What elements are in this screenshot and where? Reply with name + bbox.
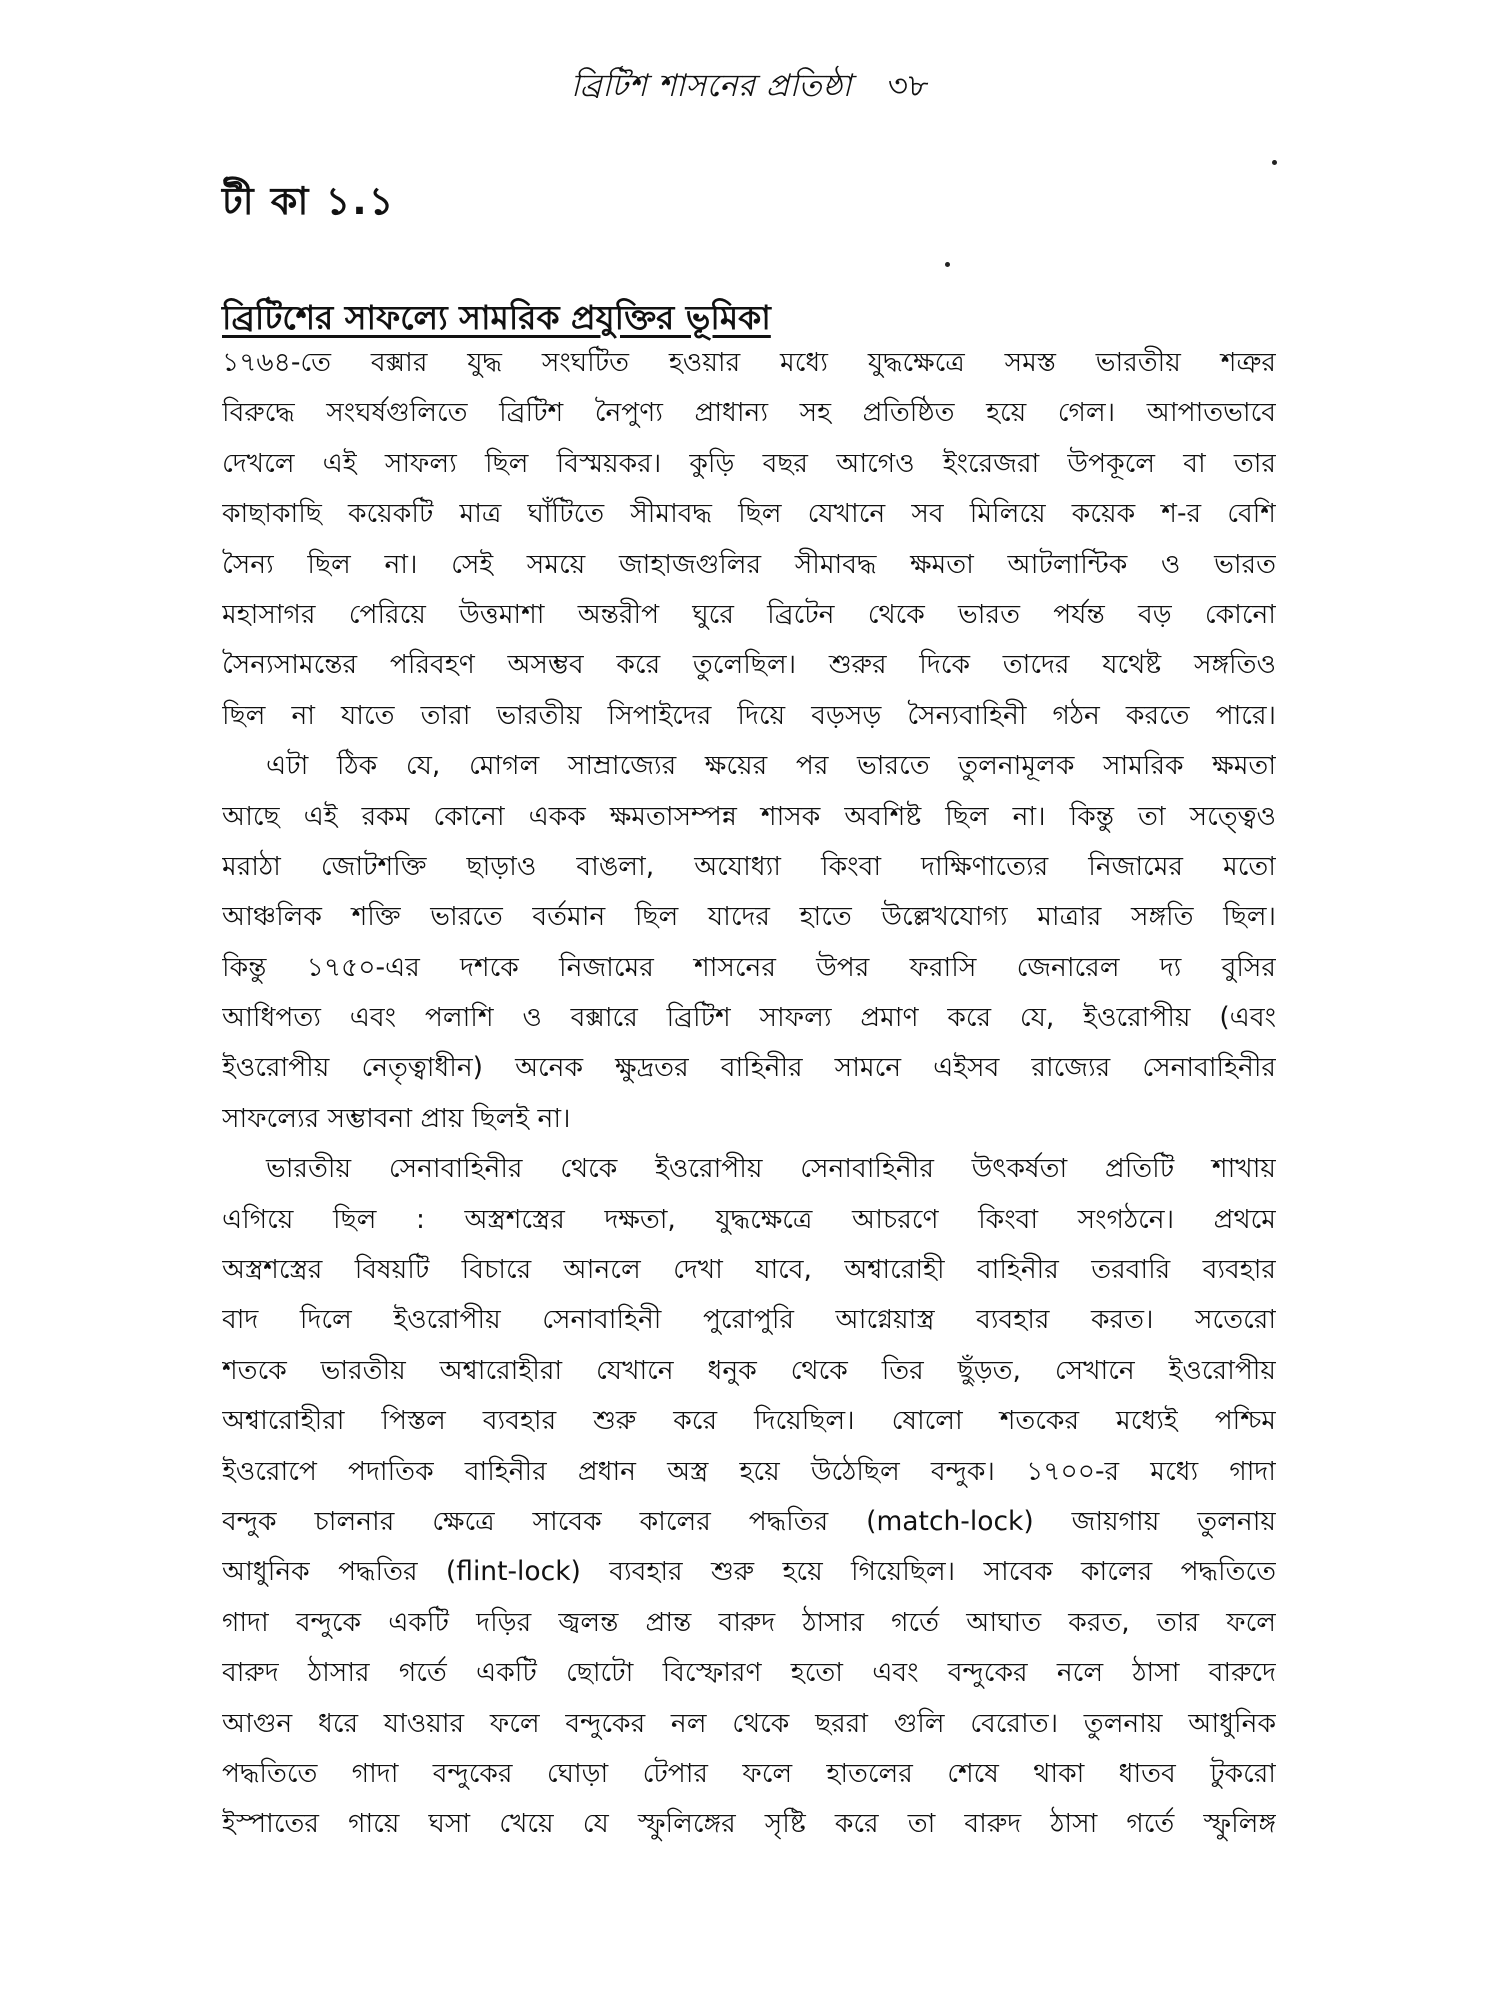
text-line: বারুদ ঠাসার গর্তে একটি ছোটো বিস্ফোরণ হতো এবং বন্দুকের নলে ঠাসা বারুদে <box>222 1657 1276 1689</box>
text-line: সৈন্যসামন্তের পরিবহণ অসম্ভব করে তুলেছিল। শুরুর দিকে তাদের যথেষ্ট সঙ্গতিও <box>222 649 1276 681</box>
text-line: এগিয়ে ছিল : অস্ত্রশস্ত্রের দক্ষতা, যুদ্ধক্ষেত্রে আচরণে কিংবা সংগঠনে। প্রথমে <box>222 1203 1276 1235</box>
text-line: ভারতীয় সেনাবাহিনীর থেকে ইওরোপীয় সেনাবাহিনীর উৎকর্ষতা প্রতিটি শাখায় <box>266 1153 1276 1185</box>
text-line: সাফল্যের সম্ভাবনা প্রায় ছিলই না। <box>222 1102 571 1134</box>
text-line: অস্ত্রশস্ত্রের বিষয়টি বিচারে আনলে দেখা যাবে, অশ্বারোহী বাহিনীর তরবারি ব্যবহার <box>222 1254 1276 1286</box>
text-line: ইওরোপে পদাতিক বাহিনীর প্রধান অস্ত্র হয়ে উঠেছিল বন্দুক। ১৭০০-র মধ্যে গাদা <box>222 1455 1276 1487</box>
text-line: ছিল না যাতে তারা ভারতীয় সিপাইদের দিয়ে বড়সড় সৈন্যবাহিনী গঠন করতে পারে। <box>222 699 1276 731</box>
text-line: ইস্পাতের গায়ে ঘসা খেয়ে যে স্ফুলিঙ্গের সৃষ্টি করে তা বারুদ ঠাসা গর্তে স্ফুলিঙ্গ <box>222 1808 1276 1840</box>
text-line: বিরুদ্ধে সংঘর্ষগুলিতে ব্রিটিশ নৈপুণ্য প্রাধান্য সহ প্রতিষ্ঠিত হয়ে গেল। আপাতভাবে <box>222 397 1276 429</box>
text-line: আগুন ধরে যাওয়ার ফলে বন্দুকের নল থেকে ছররা গুলি বেরোত। তুলনায় আধুনিক <box>222 1707 1276 1739</box>
text-line: দেখলে এই সাফল্য ছিল বিস্ময়কর। কুড়ি বছর আগেও ইংরেজরা উপকূলে বা তার <box>222 447 1276 479</box>
text-line: শতকে ভারতীয় অশ্বারোহীরা যেখানে ধনুক থেকে তির ছুঁড়ত, সেখানে ইওরোপীয় <box>222 1354 1276 1386</box>
text-line: পদ্ধতিতে গাদা বন্দুকের ঘোড়া টেপার ফলে হাতলের শেষে থাকা ধাতব টুকরো <box>222 1757 1276 1789</box>
text-line: ইওরোপীয় নেতৃত্বাধীন) অনেক ক্ষুদ্রতর বাহিনীর সামনে এইসব রাজ্যের সেনাবাহিনীর <box>222 1052 1276 1084</box>
text-line: সৈন্য ছিল না। সেই সময়ে জাহাজগুলির সীমাবদ্ধ ক্ষমতা আটলান্টিক ও ভারত <box>222 548 1276 580</box>
section-heading: ব্রিটিশের সাফল্যে সামরিক প্রযুক্তির ভূমিকা <box>222 298 771 337</box>
page-number: ৩৮ <box>887 68 930 104</box>
running-header-title: ব্রিটিশ শাসনের প্রতিষ্ঠা <box>570 68 852 104</box>
text-line: আছে এই রকম কোনো একক ক্ষমতাসম্পন্ন শাসক অবশিষ্ট ছিল না। কিন্তু তা সত্ত্বেও <box>222 800 1276 832</box>
text-line: গাদা বন্দুকে একটি দড়ির জ্বলন্ত প্রান্ত বারুদ ঠাসার গর্তে আঘাত করত, তার ফলে <box>222 1606 1276 1638</box>
text-line: কিন্তু ১৭৫০-এর দশকে নিজামের শাসনের উপর ফরাসি জেনারেল দ্য বুসির <box>222 951 1276 983</box>
text-line: কাছাকাছি কয়েকটি মাত্র ঘাঁটিতে সীমাবদ্ধ ছিল যেখানে সব মিলিয়ে কয়েক শ-র বেশি <box>222 498 1276 530</box>
text-line: বাদ দিলে ইওরোপীয় সেনাবাহিনী পুরোপুরি আগ্নেয়াস্ত্র ব্যবহার করত। সতেরো <box>222 1304 1276 1336</box>
text-line: ১৭৬৪-তে বক্সার যুদ্ধ সংঘটিত হওয়ার মধ্যে যুদ্ধক্ষেত্রে সমস্ত ভারতীয় শত্রুর <box>222 347 1276 378</box>
body-text <box>222 338 1276 1850</box>
text-line: মহাসাগর পেরিয়ে উত্তমাশা অন্তরীপ ঘুরে ব্রিটেন থেকে ভারত পর্যন্ত বড় কোনো <box>222 598 1276 630</box>
text-line: মরাঠা জোটশক্তি ছাড়াও বাঙলা, অযোধ্যা কিংবা দাক্ষিণাত্যের নিজামের মতো <box>222 850 1276 882</box>
text-line: আধিপত্য এবং পলাশি ও বক্সারে ব্রিটিশ সাফল্য প্রমাণ করে যে, ইওরোপীয় (এবং <box>222 1002 1276 1034</box>
running-header <box>0 62 1500 114</box>
note-label: টী কা ১.১ <box>222 179 396 223</box>
text-line: আধুনিক পদ্ধতির (flint-lock) ব্যবহার শুরু হয়ে গিয়েছিল। সাবেক কালের পদ্ধতিতে <box>222 1556 1276 1588</box>
scan-speck <box>1272 160 1277 165</box>
text-line: অশ্বারোহীরা পিস্তল ব্যবহার শুরু করে দিয়েছিল। ষোলো শতকের মধ্যেই পশ্চিম <box>222 1405 1276 1437</box>
scan-speck <box>945 262 950 267</box>
text-line: বন্দুক চালনার ক্ষেত্রে সাবেক কালের পদ্ধতির (match-lock) জায়গায় তুলনায় <box>222 1505 1276 1537</box>
text-line: এটা ঠিক যে, মোগল সাম্রাজ্যের ক্ষয়ের পর ভারতে তুলনামূলক সামরিক ক্ষমতা <box>266 750 1276 782</box>
text-line: আঞ্চলিক শক্তি ভারতে বর্তমান ছিল যাদের হাতে উল্লেখযোগ্য মাত্রার সঙ্গতি ছিল। <box>222 901 1276 933</box>
